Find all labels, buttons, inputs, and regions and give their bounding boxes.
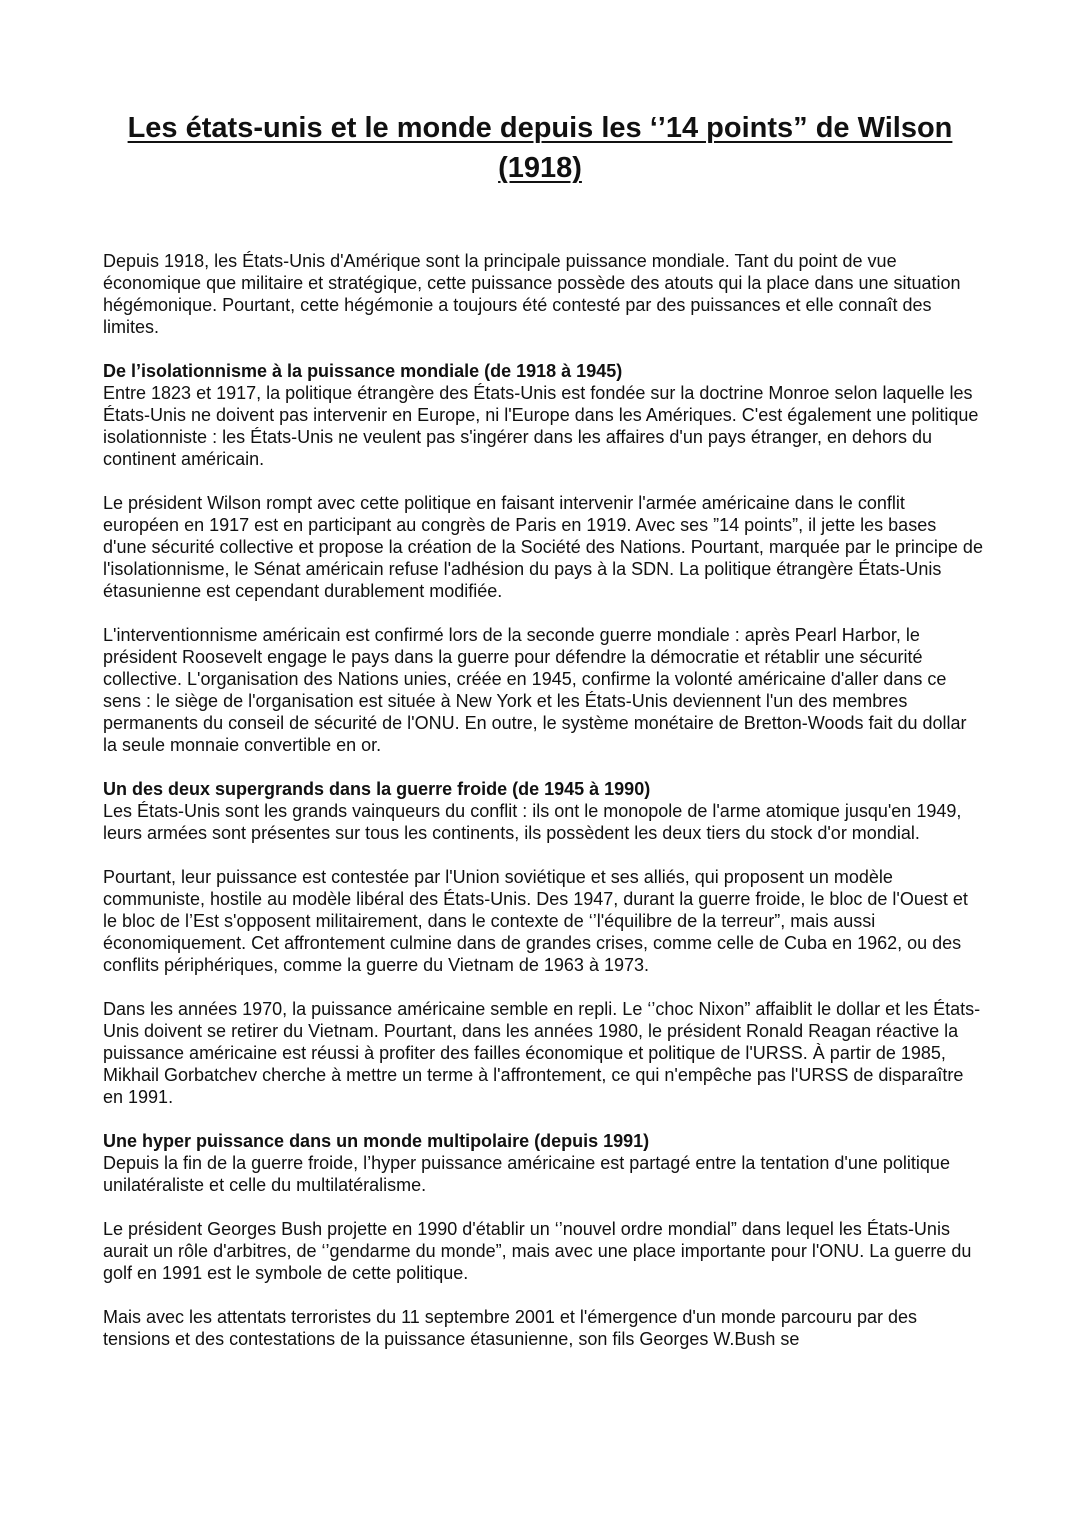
section-heading: De l’isolationnisme à la puissance mondiale (de 1918 à 1945)	[103, 361, 623, 381]
section-heading: Une hyper puissance dans un monde multipolaire (depuis 1991)	[103, 1131, 650, 1151]
section-3	[103, 1130, 983, 1350]
document-body	[103, 250, 983, 1372]
section-paragraph: Depuis la fin de la guerre froide, l’hyper puissance américaine est partagé entre la tentation d'une politique unilatéraliste et celle du multilatéralisme.	[103, 1153, 950, 1195]
section-heading: Un des deux supergrands dans la guerre froide (de 1945 à 1990)	[103, 779, 651, 799]
section-1	[103, 360, 983, 756]
section-paragraph: Le président Georges Bush projette en 1990 d'établir un ‘’nouvel ordre mondial” dans lequel les États-Unis aurait un rôle d'arbitres, de ‘’gendarme du monde”, mais avec une place importante pour l'ONU. La guerre du golf en 1991 est le symbole de cette politique.	[103, 1219, 972, 1283]
section-paragraph: Pourtant, leur puissance est contestée par l'Union soviétique et ses alliés, qui proposent un modèle communiste, hostile au modèle libéral des États-Unis. Des 1947, durant la guerre froide, le bloc de l'Ouest et le bloc de l’Est s'opposent militairement, dans le contexte de ‘’l'équilibre de la terreur”, mais aussi économiquement. Cet affrontement culmine dans de grandes crises, comme celle de Cuba en 1962, ou des conflits périphériques, comme la guerre du Vietnam de 1963 à 1973.	[103, 867, 968, 975]
document-title: Les états-unis et le monde depuis les ‘’14 points” de Wilson (1918)	[127, 112, 953, 184]
section-paragraph: Le président Wilson rompt avec cette politique en faisant intervenir l'armée américaine dans le conflit européen en 1917 est en participant au congrès de Paris en 1919. Avec ses ”14 points”, il jette les bases d'une sécurité collective et propose la création de la Société des Nations. Pourtant, marquée par le principe de l'isolationnisme, le Sénat américain refuse l'adhésion du pays à la SDN. La politique étrangère États-Unis étasunienne est cependant durablement modifiée.	[103, 493, 983, 601]
intro-paragraph: Depuis 1918, les États-Unis d'Amérique sont la principale puissance mondiale. Tant du point de vue économique que militaire et stratégique, cette puissance possède des atouts qui la place dans une situation hégémonique. Pourtant, cette hégémonie a toujours été contesté par des puissances et elle connaît des limites.	[103, 251, 961, 337]
section-paragraph: Mais avec les attentats terroristes du 11 septembre 2001 et l'émergence d'un monde parcouru par des tensions et des contestations de la puissance étasunienne, son fils Georges W.Bush se	[103, 1307, 917, 1349]
section-paragraph: Dans les années 1970, la puissance américaine semble en repli. Le ‘’choc Nixon” affaiblit le dollar et les États-Unis doivent se retirer du Vietnam. Pourtant, dans les années 1980, le président Ronald Reagan réactive la puissance américaine est réussi à profiter des failles économique et politique de l'URSS. À partir de 1985, Mikhail Gorbatchev cherche à mettre un terme à l'affrontement, ce qui n'empêche pas l'URSS de disparaître en 1991.	[103, 999, 981, 1107]
section-paragraph: Les États-Unis sont les grands vainqueurs du conflit : ils ont le monopole de l'arme atomique jusqu'en 1949, leurs armées sont présentes sur tous les continents, ils possèdent les deux tiers du stock d'or mondial.	[103, 801, 962, 843]
section-paragraph: L'interventionnisme américain est confirmé lors de la seconde guerre mondiale : après Pearl Harbor, le président Roosevelt engage le pays dans la guerre pour défendre la démocratie et rétablir une sécurité collective. L'organisation des Nations unies, créée en 1945, confirme la volonté américaine d'aller dans ce sens : le siège de l'organisation est située à New York et les États-Unis deviennent l'un des membres permanents du conseil de sécurité de l'ONU. En outre, le système monétaire de Bretton-Woods fait du dollar la seule monnaie convertible en or.	[103, 625, 967, 755]
section-paragraph: Entre 1823 et 1917, la politique étrangère des États-Unis est fondée sur la doctrine Monroe selon laquelle les États-Unis ne doivent pas intervenir en Europe, ni l'Europe dans les Amériques. C'est également une politique isolationniste : les États-Unis ne veulent pas s'ingérer dans les affaires d'un pays étranger, en dehors du continent américain.	[103, 383, 979, 469]
section-2	[103, 778, 983, 1108]
